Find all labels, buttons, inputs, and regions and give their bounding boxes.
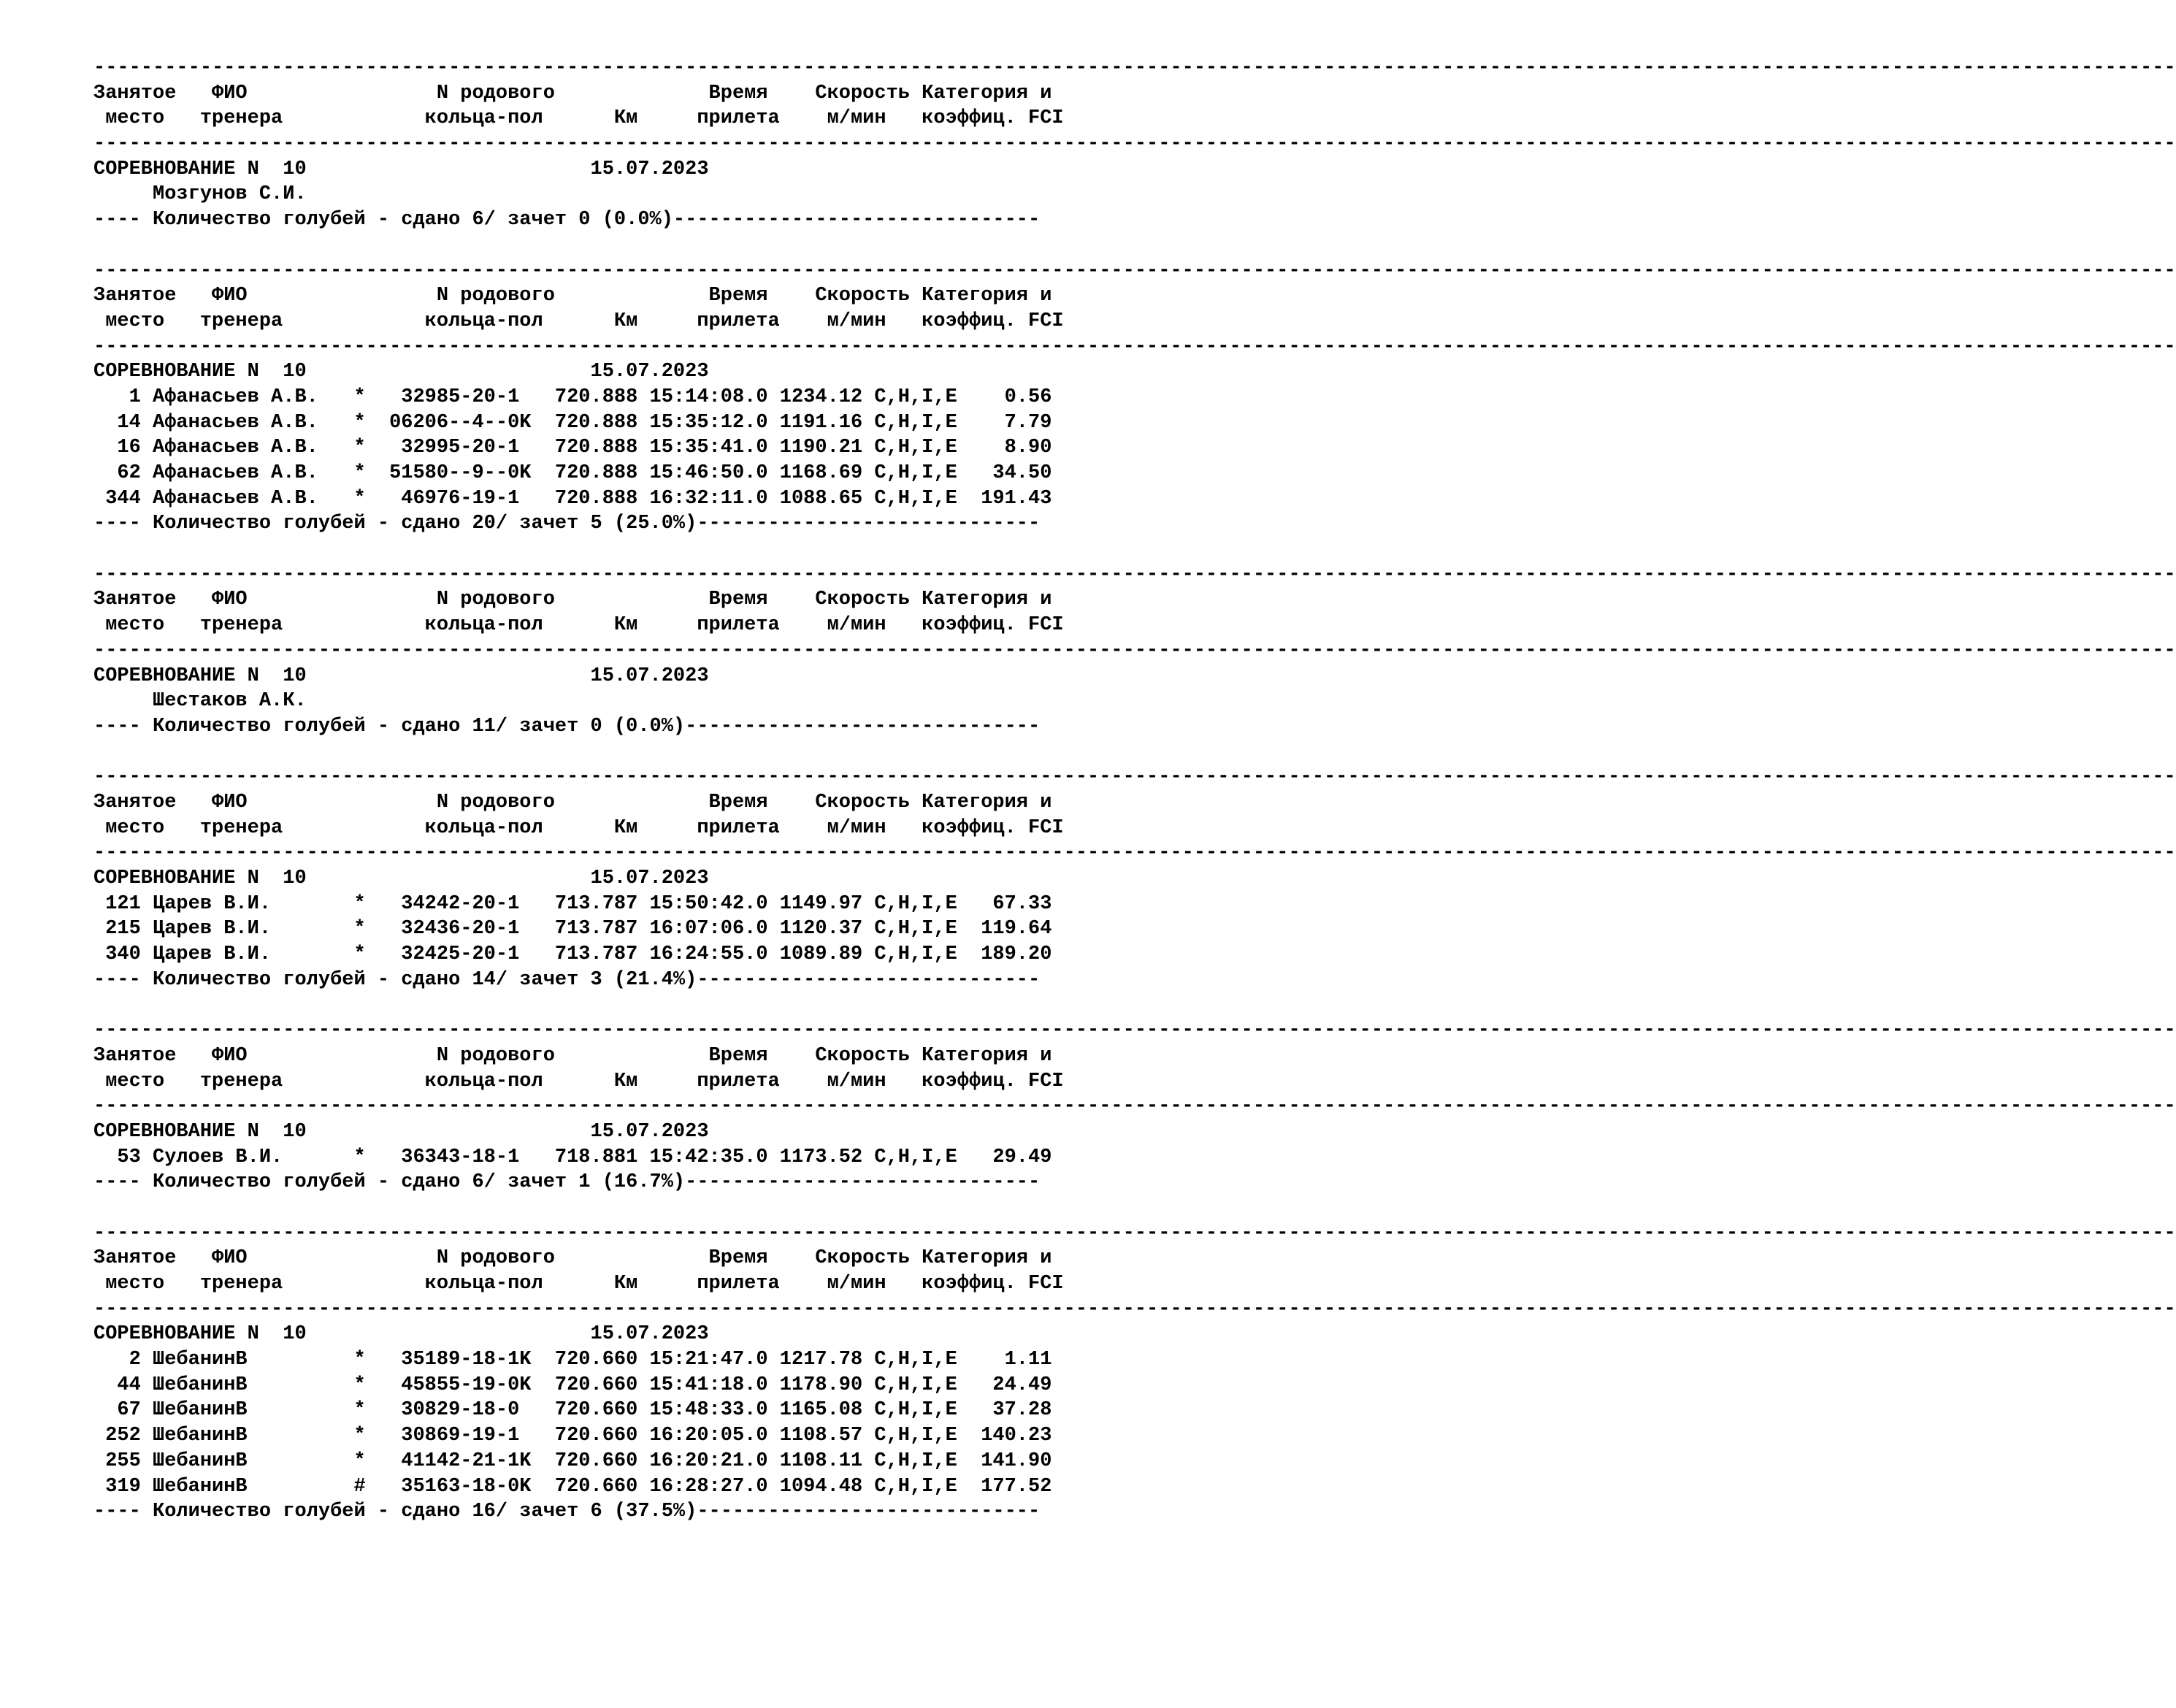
column-header-row-2: место тренера кольца-пол Км прилета м/мин коэффиц. FCI: [93, 816, 1064, 839]
column-header-row-1: Занятое ФИО N родового Время Скорость Категория и: [93, 1044, 1052, 1067]
section-summary: ---- Количество голубей - сдано 11/ зачет 0 (0.0%)------------------------------: [93, 715, 1041, 738]
header-rule-bottom: --------------------------------------------------------------------------------------------------------------------------------------------------------------------------------: [93, 133, 2176, 156]
header-rule-bottom: --------------------------------------------------------------------------------------------------------------------------------------------------------------------------------: [93, 1095, 2176, 1118]
result-row: 121 Царев В.И. * 34242-20-1 713.787 15:50:42.0 1149.97 C,H,I,E 67.33: [93, 892, 1052, 915]
column-header-row-2: место тренера кольца-пол Км прилета м/мин коэффиц. FCI: [93, 310, 1064, 332]
result-row: 340 Царев В.И. * 32425-20-1 713.787 16:24:55.0 1089.89 C,H,I,E 189.20: [93, 943, 1052, 966]
spacer: [93, 1195, 1189, 1221]
result-row: Шестаков А.К.: [93, 690, 307, 713]
result-row: 62 Афанасьев А.В. * 51580--9--0K 720.888 15:46:50.0 1168.69 C,H,I,E 34.50: [93, 462, 1052, 484]
result-section: [93, 1221, 2176, 1525]
column-header-row-2: место тренера кольца-пол Км прилета м/мин коэффиц. FCI: [93, 1070, 1064, 1092]
result-row: 319 ШебанинВ # 35163-18-0K 720.660 16:28:27.0 1094.48 C,H,I,E 177.52: [93, 1475, 1052, 1498]
spacer: [93, 740, 1189, 765]
competition-title: СОРЕВНОВАНИЕ N 10 15.07.2023: [93, 1120, 709, 1143]
header-rule-top: --------------------------------------------------------------------------------------------------------------------------------------------------------------------------------: [93, 259, 2176, 282]
section-summary: ---- Количество голубей - сдано 14/ зачет 3 (21.4%)-----------------------------: [93, 968, 1041, 991]
result-row: 67 ШебанинВ * 30829-18-0 720.660 15:48:33.0 1165.08 C,H,I,E 37.28: [93, 1399, 1052, 1422]
column-header-row-1: Занятое ФИО N родового Время Скорость Категория и: [93, 1247, 1052, 1270]
result-row: 53 Сулоев В.И. * 36343-18-1 718.881 15:42:35.0 1173.52 C,H,I,E 29.49: [93, 1146, 1052, 1168]
result-row: 2 ШебанинВ * 35189-18-1K 720.660 15:21:47.0 1217.78 C,H,I,E 1.11: [93, 1349, 1052, 1371]
result-row: 1 Афанасьев А.В. * 32985-20-1 720.888 15:14:08.0 1234.12 C,H,I,E 0.56: [93, 386, 1052, 408]
result-row: 344 Афанасьев А.В. * 46976-19-1 720.888 16:32:11.0 1088.65 C,H,I,E 191.43: [93, 487, 1052, 510]
competition-title: СОРЕВНОВАНИЕ N 10 15.07.2023: [93, 1323, 709, 1346]
header-rule-top: --------------------------------------------------------------------------------------------------------------------------------------------------------------------------------: [93, 1019, 2176, 1042]
header-rule-bottom: --------------------------------------------------------------------------------------------------------------------------------------------------------------------------------: [93, 639, 2176, 662]
header-rule-top: --------------------------------------------------------------------------------------------------------------------------------------------------------------------------------: [93, 563, 2176, 586]
result-row: 255 ШебанинВ * 41142-21-1K 720.660 16:20:21.0 1108.11 C,H,I,E 141.90: [93, 1449, 1052, 1472]
section-summary: ---- Количество голубей - сдано 6/ зачет 0 (0.0%)-------------------------------: [93, 209, 1041, 231]
header-rule-top: --------------------------------------------------------------------------------------------------------------------------------------------------------------------------------: [93, 1222, 2176, 1244]
competition-title: СОРЕВНОВАНИЕ N 10 15.07.2023: [93, 665, 709, 687]
spacer: [93, 992, 1189, 1018]
result-section: [93, 765, 2176, 1018]
column-header-row-2: место тренера кольца-пол Км прилета м/мин коэффиц. FCI: [93, 107, 1064, 130]
result-section: [93, 55, 2176, 259]
result-row: 14 Афанасьев А.В. * 06206--4--0K 720.888 15:35:12.0 1191.16 C,H,I,E 7.79: [93, 411, 1052, 434]
result-section: [93, 562, 2176, 765]
section-summary: ---- Количество голубей - сдано 6/ зачет 1 (16.7%)------------------------------: [93, 1171, 1041, 1194]
column-header-row-2: место тренера кольца-пол Км прилета м/мин коэффиц. FCI: [93, 614, 1064, 637]
race-results-report: [93, 55, 2176, 1525]
section-summary: ---- Количество голубей - сдано 16/ зачет 6 (37.5%)-----------------------------: [93, 1501, 1041, 1523]
column-header-row-1: Занятое ФИО N родового Время Скорость Категория и: [93, 791, 1052, 813]
result-row: 252 ШебанинВ * 30869-19-1 720.660 16:20:05.0 1108.57 C,H,I,E 140.23: [93, 1425, 1052, 1447]
result-section: [93, 259, 2176, 562]
competition-title: СОРЕВНОВАНИЕ N 10 15.07.2023: [93, 868, 709, 889]
column-header-row-1: Занятое ФИО N родового Время Скорость Категория и: [93, 589, 1052, 611]
header-rule-bottom: --------------------------------------------------------------------------------------------------------------------------------------------------------------------------------: [93, 842, 2176, 865]
header-rule-bottom: --------------------------------------------------------------------------------------------------------------------------------------------------------------------------------: [93, 1298, 2176, 1320]
competition-title: СОРЕВНОВАНИЕ N 10 15.07.2023: [93, 158, 709, 180]
result-row: 215 Царев В.И. * 32436-20-1 713.787 16:07:06.0 1120.37 C,H,I,E 119.64: [93, 918, 1052, 941]
section-summary: ---- Количество голубей - сдано 20/ зачет 5 (25.0%)-----------------------------: [93, 513, 1041, 535]
column-header-row-1: Занятое ФИО N родового Время Скорость Категория и: [93, 82, 1052, 104]
result-row: 16 Афанасьев А.В. * 32995-20-1 720.888 15:35:41.0 1190.21 C,H,I,E 8.90: [93, 437, 1052, 459]
header-rule-top: --------------------------------------------------------------------------------------------------------------------------------------------------------------------------------: [93, 57, 2176, 79]
result-row: 44 ШебанинВ * 45855-19-0K 720.660 15:41:18.0 1178.90 C,H,I,E 24.49: [93, 1374, 1052, 1396]
spacer: [93, 537, 1189, 562]
competition-title: СОРЕВНОВАНИЕ N 10 15.07.2023: [93, 361, 709, 383]
header-rule-bottom: --------------------------------------------------------------------------------------------------------------------------------------------------------------------------------: [93, 335, 2176, 358]
header-rule-top: --------------------------------------------------------------------------------------------------------------------------------------------------------------------------------: [93, 766, 2176, 789]
column-header-row-2: место тренера кольца-пол Км прилета м/мин коэффиц. FCI: [93, 1273, 1064, 1295]
spacer: [93, 233, 1189, 259]
result-section: [93, 1018, 2176, 1221]
result-row: Мозгунов С.И.: [93, 183, 307, 206]
column-header-row-1: Занятое ФИО N родового Время Скорость Категория и: [93, 285, 1052, 307]
